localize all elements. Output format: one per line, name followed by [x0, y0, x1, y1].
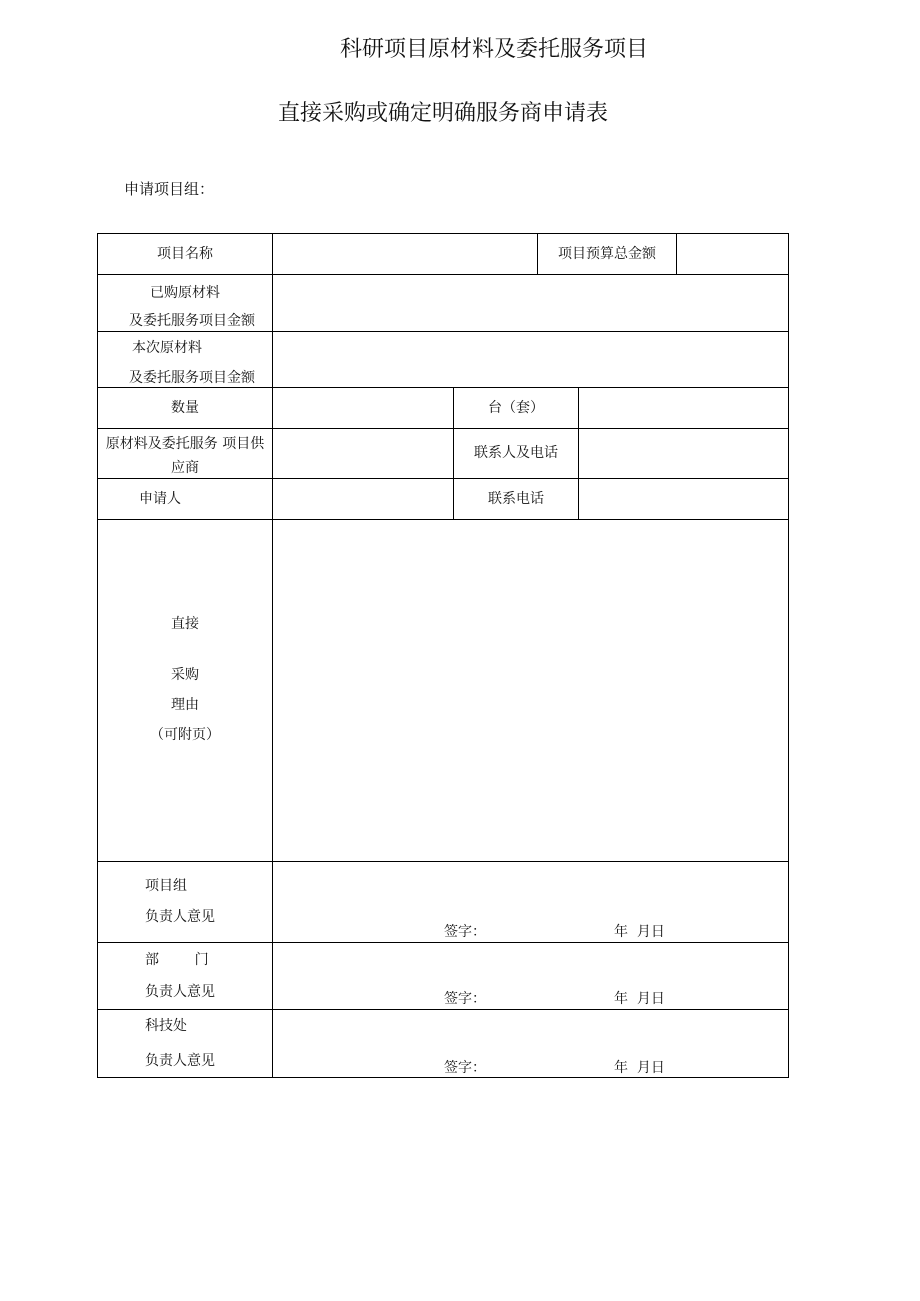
signature-label: 签字：: [444, 991, 486, 1007]
quantity-label: 数量: [171, 400, 199, 416]
purchased-amount-label-line1: 已购原材料: [150, 285, 220, 301]
purchased-amount-label-line2: 及委托服务项目金额: [129, 313, 255, 329]
form-title-line2: 直接采购或确定明确服务商申请表: [277, 101, 608, 126]
unit-label: 台（套）: [488, 400, 544, 416]
supplier-field[interactable]: [273, 429, 453, 478]
project-group-approval-label-line2: 负责人意见: [145, 909, 215, 925]
table-border-right: [788, 233, 789, 1078]
reason-label-line1: 直接: [171, 616, 199, 632]
signature-label: 签字：: [444, 924, 486, 940]
department-approval-label-line2: 负责人意见: [145, 984, 215, 1000]
quantity-field[interactable]: [273, 388, 453, 428]
purchased-amount-field[interactable]: [273, 275, 788, 331]
form-title-line1: 科研项目原材料及委托服务项目: [339, 37, 648, 62]
tech-office-approval-label-line1: 科技处: [145, 1018, 187, 1034]
project-group-approval-label-line1: 项目组: [145, 878, 187, 894]
table-border-bottom: [97, 1077, 789, 1078]
project-name-field[interactable]: [273, 234, 537, 274]
budget-total-field[interactable]: [677, 234, 788, 274]
date-label: 年 月日: [614, 1060, 665, 1076]
table-border-left: [97, 233, 98, 1078]
signature-label: 签字：: [444, 1060, 486, 1076]
supplier-label-line1: 原材料及委托服务 项目供: [105, 436, 265, 452]
project-group-approval-field[interactable]: [273, 862, 788, 942]
project-name-label: 项目名称: [157, 246, 213, 262]
contact-phone-label: 联系电话: [488, 491, 544, 507]
current-amount-field[interactable]: [273, 332, 788, 387]
contact-phone-field[interactable]: [579, 479, 788, 519]
reason-field[interactable]: [273, 520, 788, 861]
applicant-group-label: 申请项目组：: [124, 180, 215, 198]
budget-total-label: 项目预算总金额: [558, 246, 656, 262]
reason-label-line3: 理由: [171, 697, 199, 713]
contact-and-phone-label: 联系人及电话: [474, 445, 558, 461]
reason-label-line2: 采购: [171, 667, 199, 683]
current-amount-label-line2: 及委托服务项目金额: [129, 370, 255, 386]
tech-office-approval-label-line2: 负责人意见: [145, 1053, 215, 1069]
department-approval-field[interactable]: [273, 943, 788, 1009]
date-label: 年 月日: [614, 924, 665, 940]
current-amount-label-line1: 本次原材料: [132, 340, 202, 356]
contact-and-phone-field[interactable]: [579, 429, 788, 478]
applicant-field[interactable]: [273, 479, 453, 519]
reason-label-line4: （可附页）: [150, 727, 220, 743]
department-approval-label-line1: 部 门: [145, 952, 209, 968]
unit-field[interactable]: [579, 388, 788, 428]
date-label: 年 月日: [614, 991, 665, 1007]
tech-office-approval-field[interactable]: [273, 1010, 788, 1077]
supplier-label-line2: 应商: [171, 460, 199, 476]
applicant-label: 申请人: [139, 491, 181, 507]
